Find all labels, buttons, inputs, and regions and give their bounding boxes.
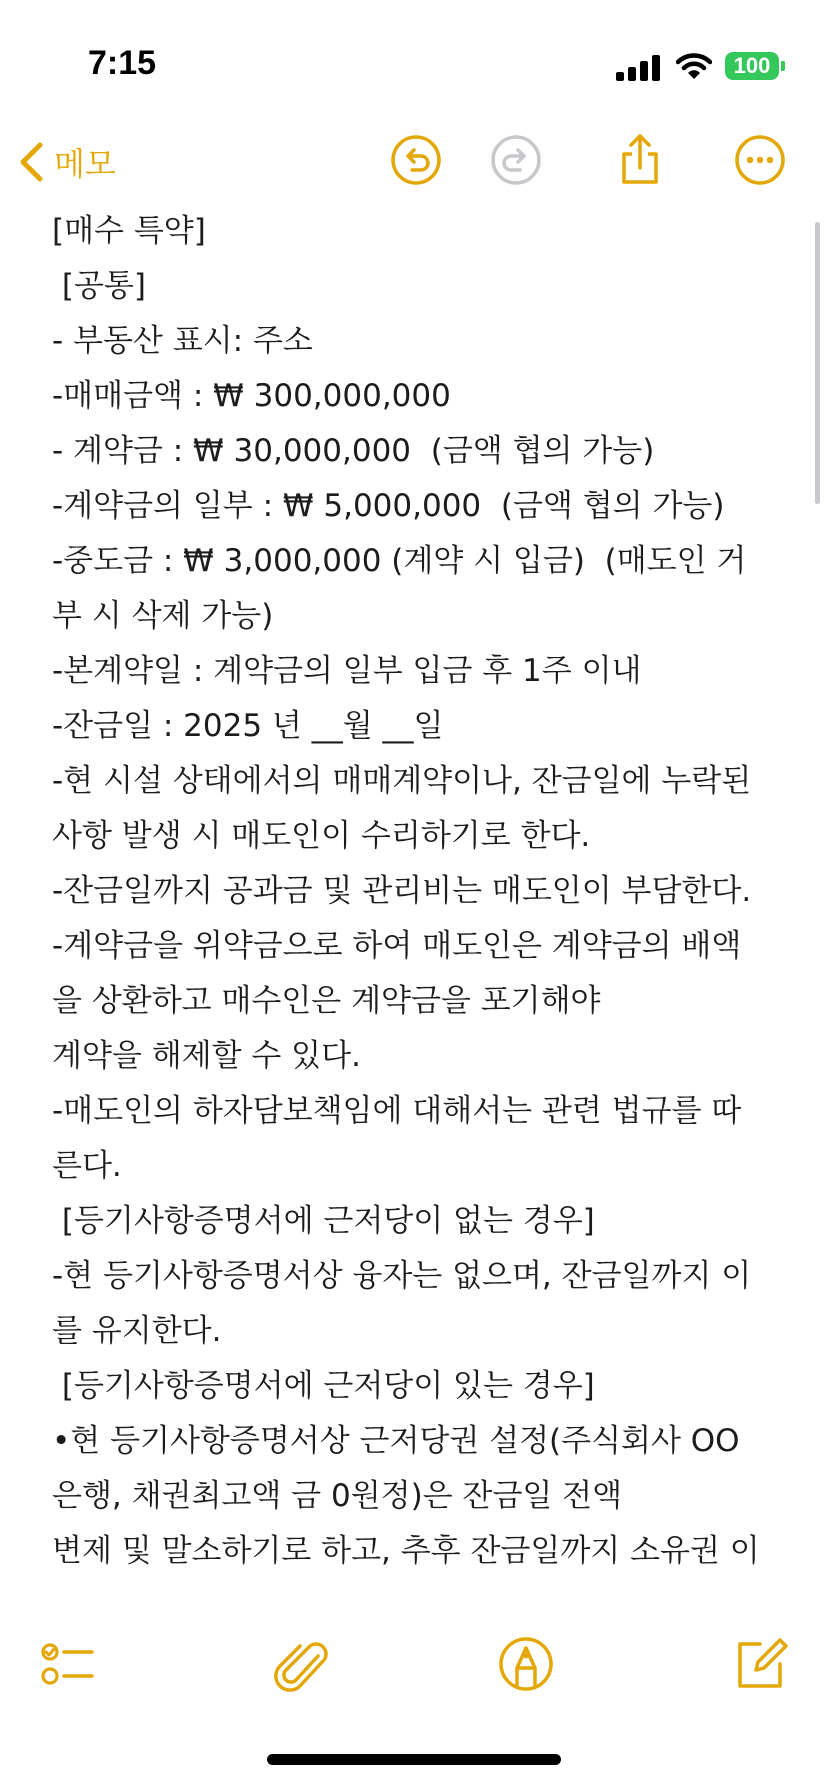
wifi-icon	[676, 52, 712, 80]
note-line: - 계약금 : ₩ 30,000,000 (금액 협의 가능)	[52, 433, 655, 469]
note-line: 변제 및 말소하기로 하고, 추후 잔금일까지 소유권 이	[52, 1533, 760, 1569]
note-line: 를 유지한다.	[52, 1313, 222, 1349]
more-icon[interactable]	[732, 132, 788, 188]
back-button[interactable]	[18, 134, 116, 190]
note-line: 은행, 채권최고액 금 0원정)은 잔금일 전액	[52, 1478, 623, 1514]
note-line: 부 시 삭제 가능)	[52, 598, 274, 634]
bottom-toolbar	[0, 1630, 827, 1700]
scroll-indicator[interactable]	[815, 222, 820, 504]
note-line: 을 상환하고 매수인은 계약금을 포기해야	[52, 983, 601, 1019]
status-bar	[0, 0, 827, 130]
markup-pen-icon[interactable]	[496, 1634, 556, 1694]
note-line: -계약금의 일부 : ₩ 5,000,000 (금액 협의 가능)	[52, 488, 725, 524]
note-line: [공통]	[52, 268, 146, 304]
note-line: [등기사항증명서에 근저당이 있는 경우]	[52, 1368, 595, 1404]
battery-icon: 100	[725, 52, 779, 80]
note-line: -계약금을 위약금으로 하여 매도인은 계약금의 배액	[52, 928, 742, 964]
note-line: -잔금일까지 공과금 및 관리비는 매도인이 부담한다.	[52, 873, 752, 909]
note-line: -중도금 : ₩ 3,000,000 (계약 시 입금) (매도인 거	[52, 543, 747, 579]
note-line: 계약을 해제할 수 있다.	[52, 1038, 361, 1074]
battery-nub	[781, 61, 785, 71]
paperclip-icon[interactable]	[270, 1634, 330, 1694]
note-line: •현 등기사항증명서상 근저당권 설정(주식회사 OO	[52, 1423, 740, 1459]
note-line: -매도인의 하자담보책임에 대해서는 관련 법규를 따	[52, 1093, 742, 1129]
note-line: 른다.	[52, 1148, 122, 1184]
note-line: -매매금액 : ₩ 300,000,000	[52, 378, 451, 414]
nav-bar	[0, 128, 827, 194]
note-line: [등기사항증명서에 근저당이 없는 경우]	[52, 1203, 595, 1239]
share-icon[interactable]	[612, 132, 668, 188]
signal-icon	[616, 53, 660, 81]
compose-icon[interactable]	[730, 1634, 790, 1694]
checklist-icon[interactable]	[36, 1634, 96, 1694]
status-time: 7:15	[88, 44, 157, 82]
redo-icon[interactable]	[488, 132, 544, 188]
back-label: 메모	[54, 145, 116, 183]
note-line: -현 등기사항증명서상 융자는 없으며, 잔금일까지 이	[52, 1258, 752, 1294]
note-line: 사항 발생 시 매도인이 수리하기로 한다.	[52, 818, 591, 854]
note-line: -본계약일 : 계약금의 일부 입금 후 1주 이내	[52, 653, 642, 689]
undo-icon[interactable]	[388, 132, 444, 188]
note-body[interactable]	[52, 210, 782, 1600]
note-line: - 부동산 표시: 주소	[52, 323, 313, 359]
home-indicator[interactable]	[267, 1754, 561, 1765]
note-line: -잔금일 : 2025 년 __월 __일	[52, 708, 444, 744]
note-line: [매수 특약]	[52, 213, 206, 249]
note-line: -현 시설 상태에서의 매매계약이나, 잔금일에 누락된	[52, 763, 752, 799]
chevron-left-icon	[18, 142, 44, 182]
